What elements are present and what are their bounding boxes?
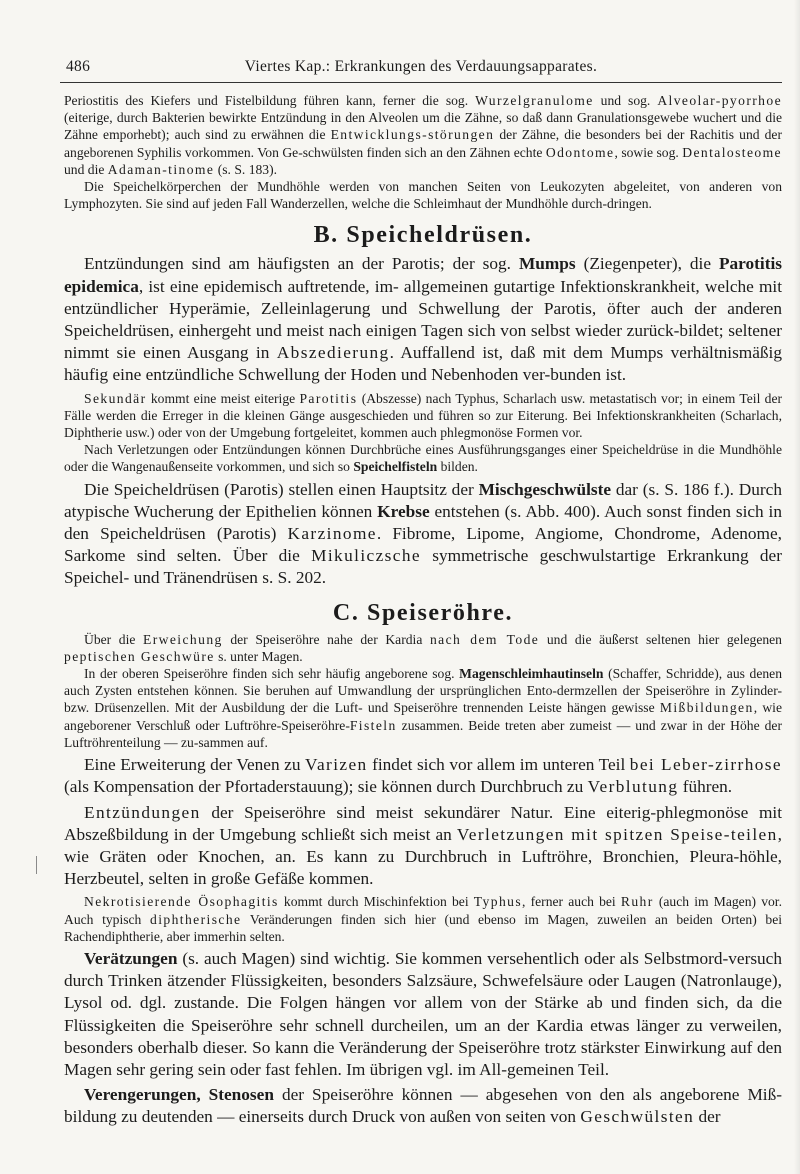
text-run: und sog.	[593, 93, 658, 108]
text-run: (auch im Magen) vor. Auch typisch	[64, 894, 782, 927]
text-run: Die Speicheldrüsen (Parotis) stellen einen Hauptsitz der	[84, 479, 479, 499]
term-karzinome: Karzinome	[287, 524, 377, 544]
text-run: (Ziegenpeter), die	[575, 254, 719, 274]
text-run: symmetrische geschwulstartige Erkrankung der Speichel- und Tränendrüsen s. S. 202.	[64, 546, 782, 588]
text-run: Periostitis des Kiefers und Fistelbildung führen kann, ferner die sog.	[64, 93, 476, 108]
text-run: , ferner auch bei	[522, 894, 621, 910]
text-run: der Zähne, die besonders bei der Rachitis und der angeborenen Syphilis vorkommen. Von Ge-schwülsten finden sich an den Zähnen echte	[64, 127, 782, 160]
term-missbildungen: Mißbildungen	[659, 700, 754, 716]
text-run: der Speiseröhre können — abgesehen von den als angeborene Miß-bildung zu deutenden — einerseits durch Druck von außen von seiten von	[64, 1085, 783, 1127]
term-varizen: Varizen	[305, 755, 368, 775]
term-typhus: Typhus	[473, 894, 523, 910]
text-run: In der oberen Speiseröhre finden sich sehr häufig angeborene sog.	[84, 666, 460, 682]
term-mischgeschwuelste: Mischgeschwülste	[478, 479, 612, 499]
speicheldruesen-paragraph-4	[64, 479, 782, 590]
text-run: (Abszesse) nach Typhus, Scharlach usw. metastatisch vor; in einem Teil der Fälle werden die Erreger in die kleinen Gänge ausgeschieden und führen so zur Eiterung. Bei Infektionskrankheiten (Scharlach, Diphtherie usw.) oder von der Umgebung fortgeleitet, kommen auch phlegmonöse Formen vor.	[64, 390, 783, 441]
text-run: der Speiseröhre sind meist sekundärer Natur. Eine eiterig-phlegmonöse mit Abszeßbildung in der Umgebung schließt sich meist an	[64, 802, 782, 844]
intro-paragraph-2: Die Speichelkörperchen der Mundhöhle werden von manchen Seiten von Leukozyten abgeleitet, von anderen von Lymphozyten. Sie sind auf jeden Fall Wanderzellen, welche die Schleimhaut der Mundhöhle durch-dringen.	[64, 179, 782, 212]
running-head-title: Viertes Kap.: Erkrankungen des Verdauungsapparates.	[244, 58, 598, 75]
text-run: (Schaffer, Schridde), aus denen auch Zysten entstehen können. Sie beruhen auf Umwandlung der ursprünglichen Ento-dermzellen der Speiseröhre in Zylinder- bzw. Drüsenzellen. Mit der Ausbildung der die Luft- und Speiseröhre trennenden Leiste hängen gewisse	[64, 666, 782, 716]
text-run: (als Kompensation der Pfortaderstauung); sie können durch Durchbruch zu	[64, 777, 588, 797]
page-edge-shadow	[794, 0, 800, 1174]
text-run: . Auffallend ist, daß mit dem Mumps verhältnismäßig häufig eine entzündliche Schwellung der Hoden und Nebenhoden ver-bunden ist.	[64, 343, 783, 385]
text-run: , sowie sog.	[614, 144, 683, 160]
speicheldruesen-paragraph-1	[64, 253, 782, 386]
section-heading-speiseroehre: C. Speiseröhre.	[332, 599, 514, 626]
term-mikuliczsche: Mikuliczsche	[311, 546, 421, 566]
term-diphtherische: diphtherische	[150, 911, 242, 927]
text-run: (s. auch Magen) sind wichtig. Sie kommen versehentlich oder als Selbstmord-versuch durch Trinken ätzender Flüssigkeiten, besonders Salzsäure, Schwefelsäure oder Laugen (Natronlauge), Lysol od. dgl. zustande. Die Folgen hängen vor allem von der Stärke ab und finden sich, da die Flüssigkeiten die Speiseröhre sehr schnell durcheilen, um an der Kardia etwas länger zu verweilen, besonders oberhalb dieser. So kann die Veränderung der Speiseröhre trotz stärkster Einwirkung auf den Magen sehr gering sein oder fast fehlen. Im übrigen vgl. im All-gemeinen Teil.	[64, 948, 782, 1079]
text-run: bilden.	[437, 459, 478, 475]
text-run: s. unter Magen.	[214, 648, 303, 664]
term-verengerungen-stenosen: Verengerungen, Stenosen	[84, 1085, 274, 1105]
speicheldruesen-paragraph-2	[64, 390, 782, 442]
speiseroehre-paragraph-7	[64, 1084, 782, 1128]
term-ruhr: Ruhr	[620, 894, 654, 910]
term-krebse: Krebse	[377, 501, 430, 521]
text-run: , wie Gräten oder Knochen, an. Es kann zu Durchbruch in Luftröhre, Bronchien, Pleura-höhle, Herzbeutel, selten in große Gefäße kommen.	[64, 824, 782, 889]
term-parotitis-epidemica: Parotitis epidemica	[64, 254, 782, 296]
text-run: Entzündungen sind am häufigsten an der Parotis; der sog.	[84, 254, 519, 274]
term-wurzelgranulome: Wurzelgranulome	[475, 93, 594, 108]
text-run: zusammen. Beide treten aber zumeist — und zwar in der Höhe der Luftröhrenteilung — zu-sammen auf.	[64, 717, 782, 750]
text-run: , ist eine epidemisch auftretende, im- allgemeinen gutartige Infektionskrankheit, welche mit entzündlicher Hyperämie, Zelleinlagerung und Schwellung der Parotis, öfter auch der anderen Speicheldrüsen, einhergeht und meist nach einigen Tagen sich von selbst wieder zurück-bildet; seltener nimmt sie einen Ausgang in	[64, 276, 782, 363]
text-run: . Fibrome, Lipome, Angiome, Chondrome, Adenome, Sarkome sind selten. Über die	[64, 524, 782, 566]
term-geschwuelste: Geschwülsten	[580, 1107, 695, 1127]
speiseroehre-paragraph-4	[64, 802, 782, 891]
term-adamantinome: Adaman-tinome	[107, 161, 215, 177]
term-erweichung: Erweichung	[143, 631, 223, 647]
speiseroehre-paragraph-5	[64, 893, 782, 945]
text-run: der Speiseröhre nahe der Kardia	[222, 631, 430, 647]
text-run: (s. S. 183).	[214, 161, 278, 177]
term-entwicklungsstoerungen: Entwicklungs-störungen	[330, 127, 495, 143]
term-odontome: Odontome	[545, 144, 615, 160]
text-run: Veränderungen finden sich hier (und ebenso im Magen, zuweilen an beiden Orten) bei Rachendiphtherie, aber immerhin selten.	[64, 911, 782, 944]
term-nekrotisierende-oesophagitis: Nekrotisierende Ösophagitis	[84, 894, 279, 910]
page-body	[64, 92, 782, 1129]
section-heading-speicheldruesen: B. Speicheldrüsen.	[313, 222, 533, 249]
text-run: kommt durch Mischinfektion bei	[278, 894, 474, 910]
text-run: Nach Verletzungen oder Entzündungen können Durchbrüche eines Ausführungsganges einer Speicheldrüse in die Mundhöhle oder die Wangenaußenseite vorkommen, und sich so	[64, 442, 782, 475]
term-veraetzungen: Verätzungen	[84, 948, 178, 968]
term-fisteln: Fisteln	[349, 717, 397, 733]
text-run: entstehen (s. Abb. 400). Auch sonst finden sich in den Speicheldrüsen (Parotis)	[64, 501, 782, 544]
term-magenschleimhautinseln: Magenschleimhautinseln	[459, 666, 604, 682]
intro-paragraph-1	[64, 92, 782, 178]
text-run: Eine Erweiterung der Venen zu	[84, 755, 305, 775]
text-run: kommt eine meist eiterige	[146, 390, 300, 406]
term-mumps: Mumps	[518, 254, 576, 274]
speiseroehre-paragraph-3	[64, 754, 782, 798]
text-run: dar (s. S. 186 f.). Durch atypische Wucherung der Epithelien können	[64, 479, 782, 521]
speiseroehre-paragraph-6	[64, 948, 782, 1081]
text-run: der	[694, 1107, 721, 1127]
text-run: führen.	[678, 777, 733, 797]
running-header	[60, 56, 782, 83]
text-run: , wie angeborener Verschluß oder Luftröhre-Speiseröhre-	[64, 700, 782, 733]
term-verblutung: Verblutung	[587, 777, 679, 797]
term-abszedierung: Abszedierung	[276, 343, 390, 363]
text-run: findet sich vor allem im unteren Teil	[367, 755, 630, 775]
term-sekundaer: Sekundär	[84, 390, 147, 406]
term-nach-dem-tode: nach dem Tode	[429, 631, 540, 647]
page-number: 486	[66, 58, 91, 75]
term-leberzirrhose: bei Leber-zirrhose	[629, 755, 782, 775]
term-peptische-geschwuere: peptischen Geschwüre	[64, 648, 215, 664]
text-run: Über die	[84, 631, 144, 647]
term-dentalosteome: Dentalosteome	[682, 144, 782, 160]
term-verletzungen-spitze-speiseteile: Verletzungen mit spitzen Speise-teilen	[456, 824, 778, 844]
text-run: und die	[64, 161, 108, 177]
text-run: (eiterige, durch Bakterien bewirkte Entzündung in den Alveolen um die Zähne, so daß dann Granulationsgewebe wuchert und die Zähne emporhebt); auch sind zu erwähnen die	[64, 110, 782, 143]
term-speichelfisteln: Speichelfisteln	[353, 459, 438, 475]
speiseroehre-paragraph-1	[64, 631, 782, 665]
term-parotitis: Parotitis	[299, 390, 358, 406]
text-run: und die äußerst seltenen hier gelegenen	[539, 631, 782, 647]
margin-pencil-mark	[36, 856, 37, 874]
speiseroehre-paragraph-2	[64, 665, 782, 751]
speicheldruesen-paragraph-3	[64, 441, 782, 475]
term-alveolarpyorrhoe: Alveolar-pyorrhoe	[657, 93, 782, 108]
term-entzuendungen: Entzündungen	[84, 802, 201, 822]
